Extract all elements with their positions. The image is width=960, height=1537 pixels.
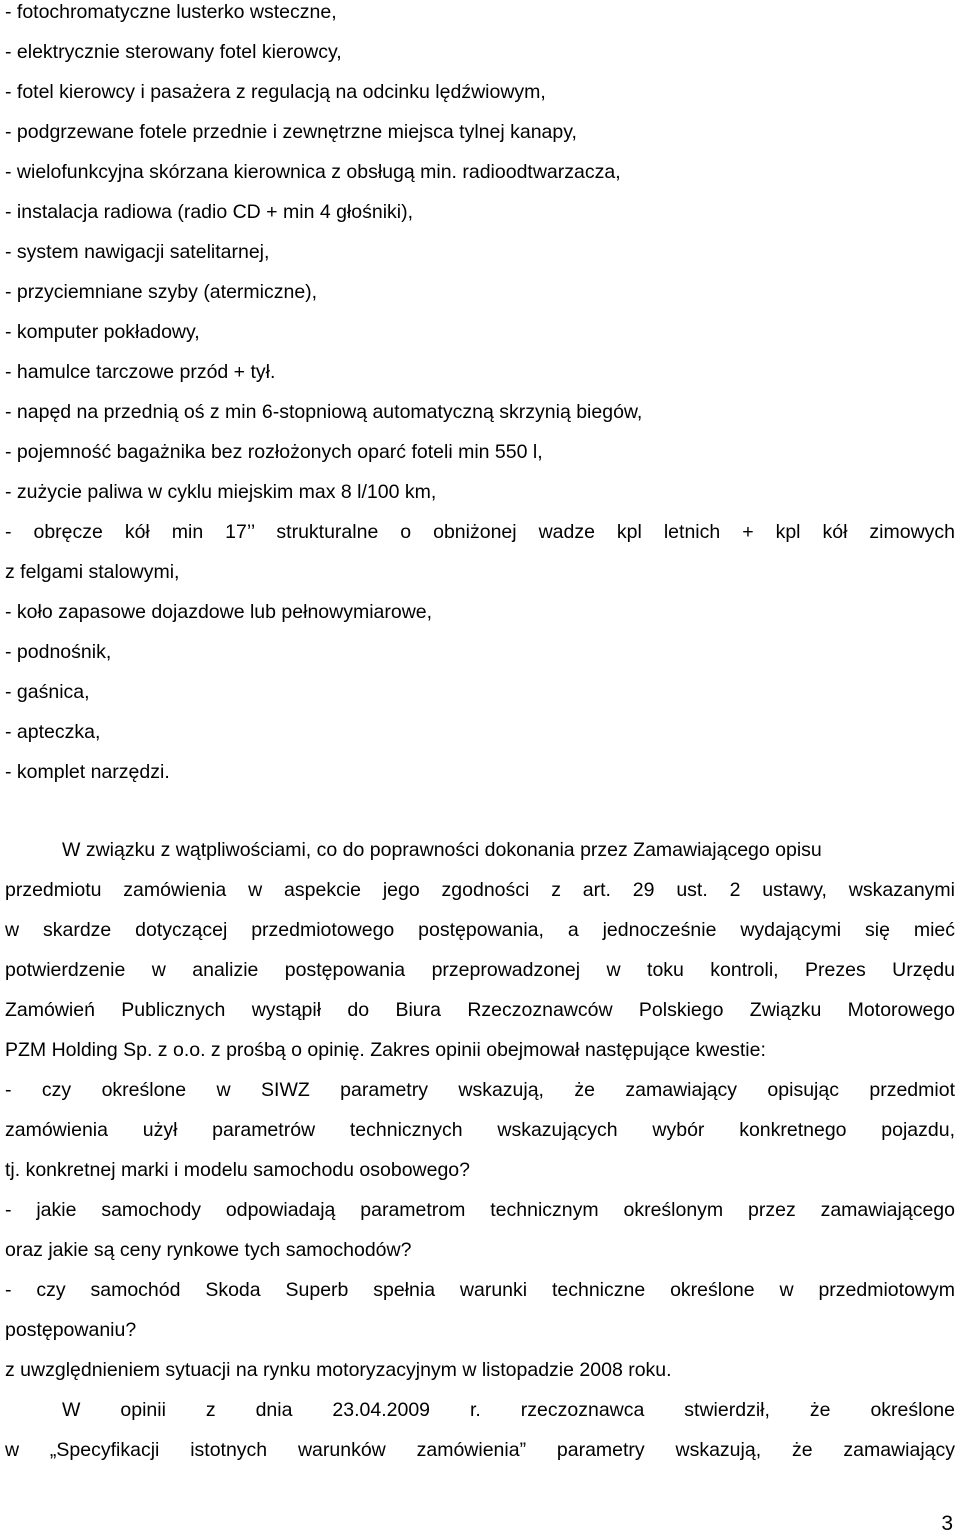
equipment-item: - fotochromatyczne lusterko wsteczne, xyxy=(5,1,337,23)
equipment-item: - hamulce tarczowe przód + tył. xyxy=(5,361,276,383)
paragraph-line: w skardze dotyczącej przedmiotowego postępowania, a jednocześnie wydającymi się mieć xyxy=(5,919,955,941)
paragraph-line: tj. konkretnej marki i modelu samochodu osobowego? xyxy=(5,1159,471,1181)
paragraph-line: - jakie samochody odpowiadają parametrom technicznym określonym przez zamawiającego xyxy=(5,1199,955,1221)
equipment-item: - gaśnica, xyxy=(5,681,90,703)
paragraph-line: postępowaniu? xyxy=(5,1319,137,1341)
equipment-item: - komplet narzędzi. xyxy=(5,761,170,783)
paragraph-line: - czy określone w SIWZ parametry wskazują, że zamawiający opisując przedmiot xyxy=(5,1079,955,1101)
equipment-item: - komputer pokładowy, xyxy=(5,321,200,343)
equipment-item: - pojemność bagażnika bez rozłożonych oparć foteli min 550 l, xyxy=(5,441,543,463)
equipment-item: z felgami stalowymi, xyxy=(5,561,180,583)
page-number: 3 xyxy=(941,1512,953,1535)
equipment-item: - system nawigacji satelitarnej, xyxy=(5,241,270,263)
equipment-item: - instalacja radiowa (radio CD + min 4 głośniki), xyxy=(5,201,414,223)
equipment-item: - napęd na przednią oś z min 6-stopniową automatyczną skrzynią biegów, xyxy=(5,401,643,423)
equipment-item: - przyciemniane szyby (atermiczne), xyxy=(5,281,318,303)
equipment-item: - zużycie paliwa w cyklu miejskim max 8 l/100 km, xyxy=(5,481,437,503)
paragraph-line: Zamówień Publicznych wystąpił do Biura Rzeczoznawców Polskiego Związku Motorowego xyxy=(5,999,955,1021)
equipment-item: - apteczka, xyxy=(5,721,101,743)
equipment-item: - koło zapasowe dojazdowe lub pełnowymiarowe, xyxy=(5,601,433,623)
equipment-item: - fotel kierowcy i pasażera z regulacją na odcinku lędźwiowym, xyxy=(5,81,546,103)
equipment-item: - podnośnik, xyxy=(5,641,112,663)
paragraph-line: potwierdzenie w analizie postępowania przeprowadzonej w toku kontroli, Prezes Urzędu xyxy=(5,959,955,981)
paragraph-line: oraz jakie są ceny rynkowe tych samochodów? xyxy=(5,1239,412,1261)
paragraph-line: - czy samochód Skoda Superb spełnia warunki techniczne określone w przedmiotowym xyxy=(5,1279,955,1301)
paragraph-line: przedmiotu zamówienia w aspekcie jego zgodności z art. 29 ust. 2 ustawy, wskazanymi xyxy=(5,879,955,901)
paragraph-line: z uwzględnieniem sytuacji na rynku motoryzacyjnym w listopadzie 2008 roku. xyxy=(5,1359,672,1381)
equipment-item: - obręcze kół min 17’’ strukturalne o obniżonej wadze kpl letnich + kpl kół zimowych xyxy=(5,521,955,543)
equipment-item: - wielofunkcyjna skórzana kierownica z obsługą min. radioodtwarzacza, xyxy=(5,161,621,183)
equipment-item: - elektrycznie sterowany fotel kierowcy, xyxy=(5,41,342,63)
equipment-item: - podgrzewane fotele przednie i zewnętrzne miejsca tylnej kanapy, xyxy=(5,121,577,143)
paragraph-line: zamówienia użył parametrów technicznych wskazujących wybór konkretnego pojazdu, xyxy=(5,1119,955,1141)
paragraph-line: PZM Holding Sp. z o.o. z prośbą o opinię. Zakres opinii obejmował następujące kwestie: xyxy=(5,1039,766,1061)
paragraph-line: W związku z wątpliwościami, co do poprawności dokonania przez Zamawiającego opisu xyxy=(62,839,822,861)
paragraph-line: w „Specyfikacji istotnych warunków zamówienia” parametry wskazują, że zamawiający xyxy=(5,1439,955,1461)
paragraph-line: W opinii z dnia 23.04.2009 r. rzeczoznawca stwierdził, że określone xyxy=(62,1399,955,1421)
